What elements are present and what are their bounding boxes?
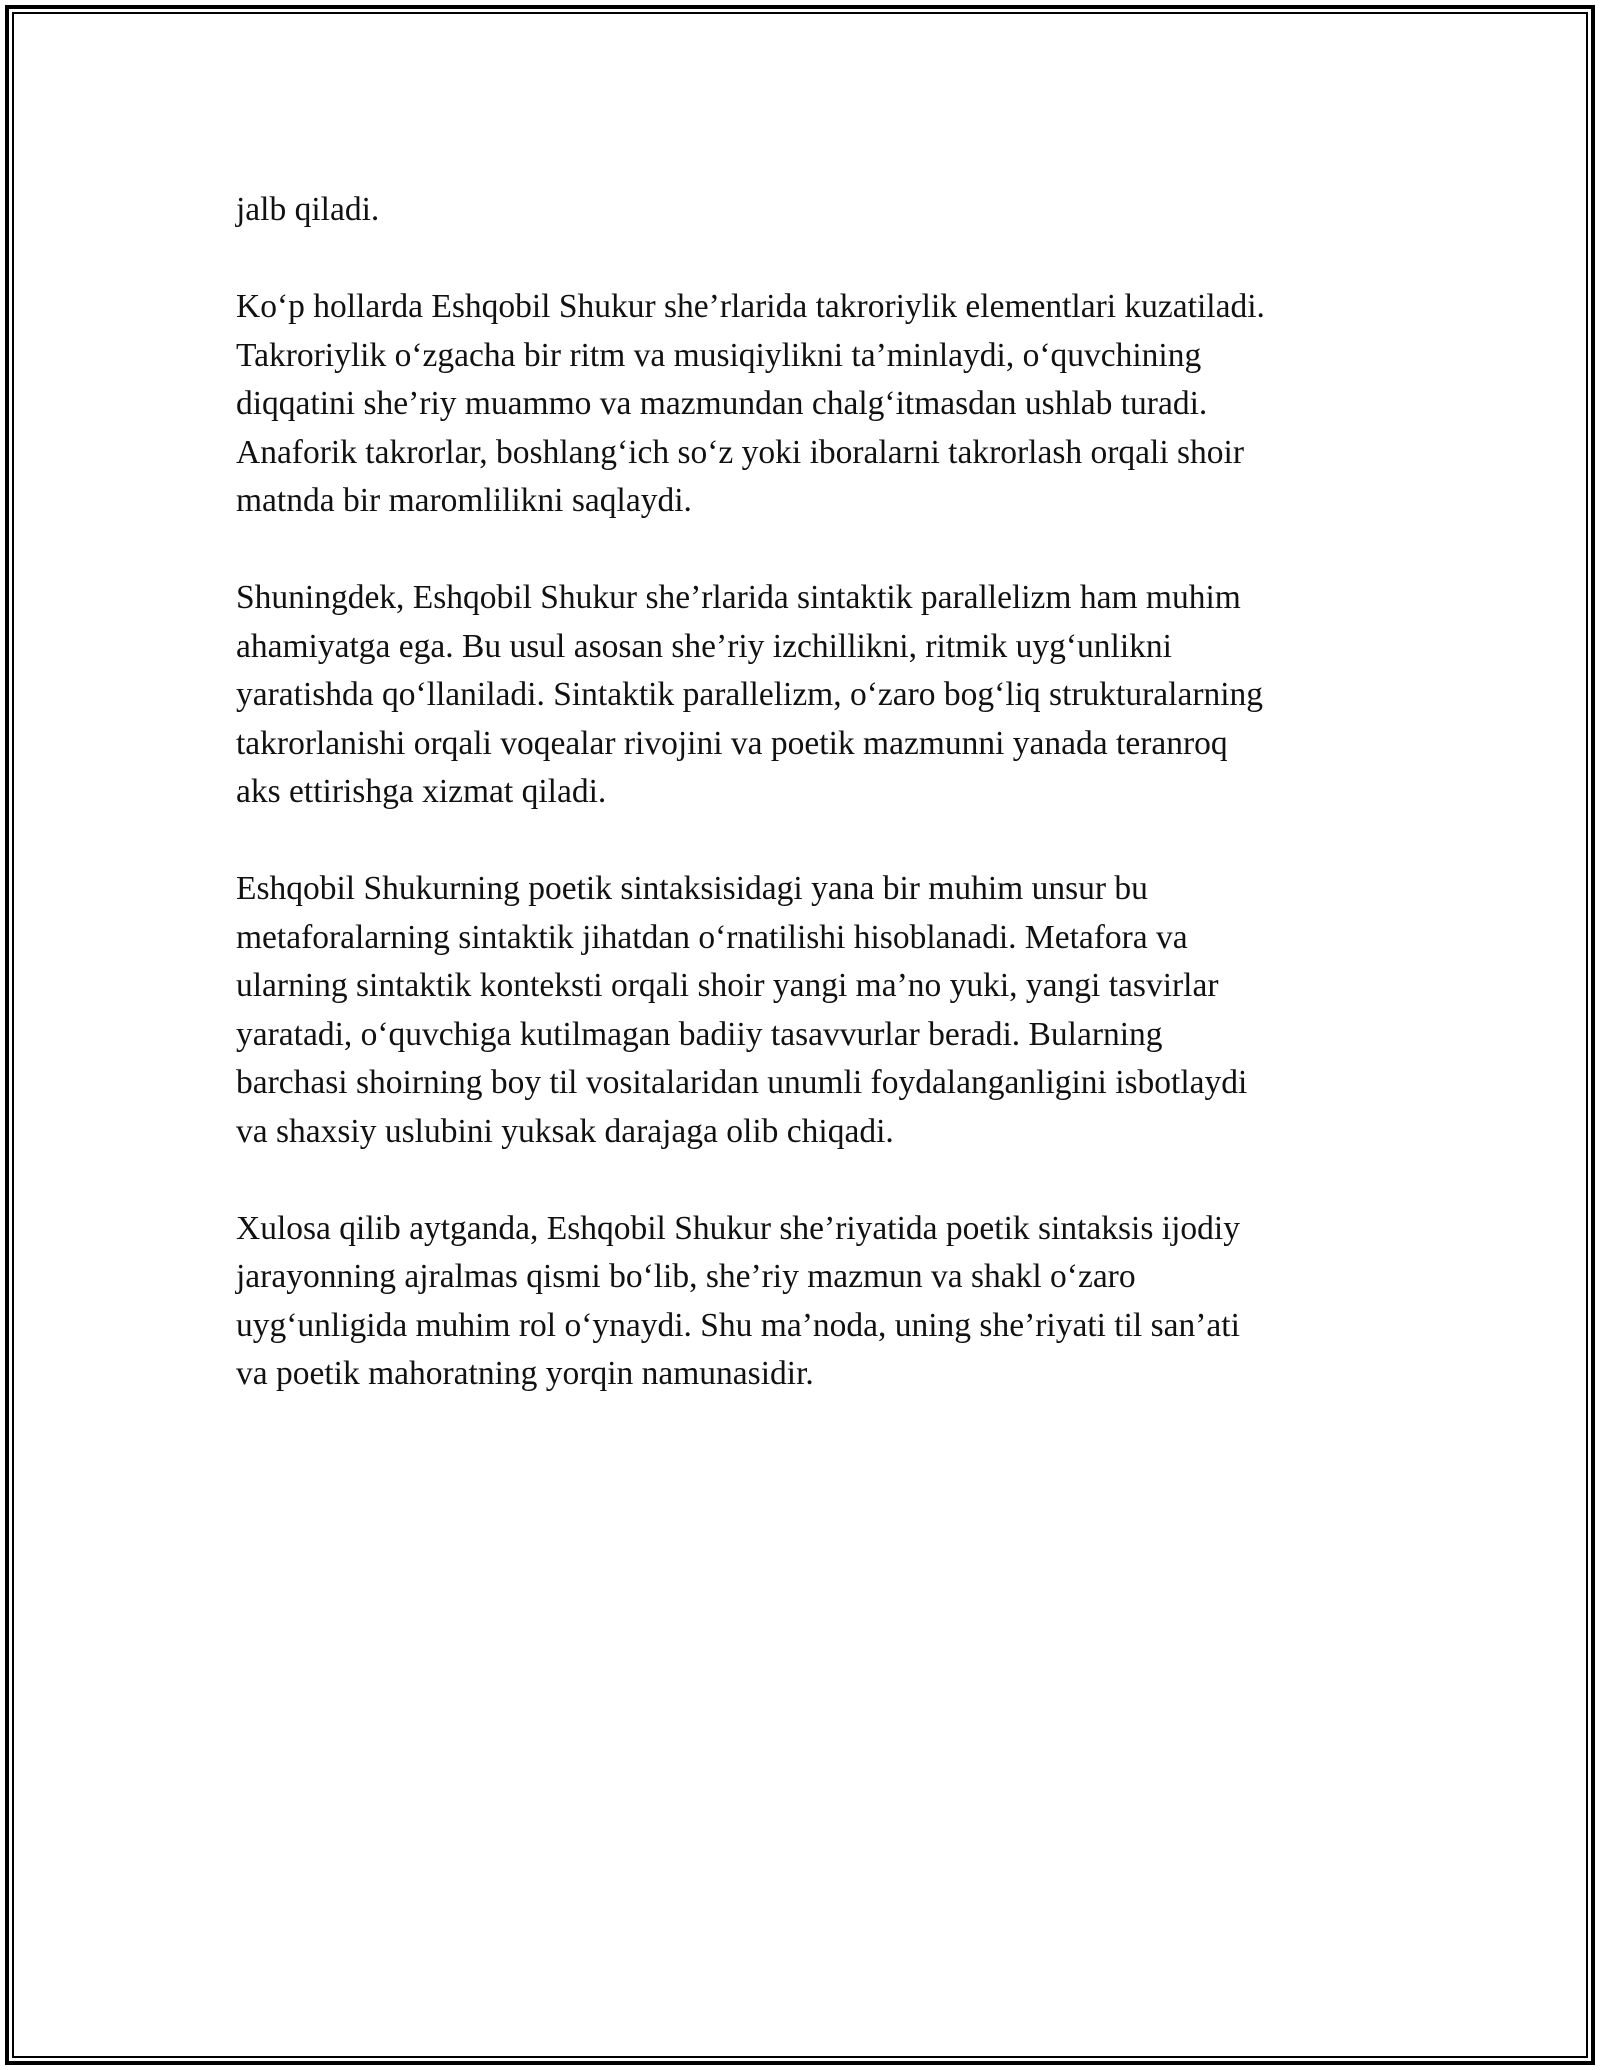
- document-body: [236, 186, 1386, 1447]
- text-line: ahamiyatga ega. Bu usul asosan she’riy izchillikni, ritmik uyg‘unlikni: [236, 627, 1172, 665]
- text-line: jarayonning ajralmas qismi bo‘lib, she’riy mazmun va shakl o‘zaro: [236, 1258, 1136, 1295]
- text-line: jalb qiladi.: [236, 191, 380, 228]
- text-line: va shaxsiy uslubini yuksak darajaga olib chiqadi.: [236, 1112, 894, 1150]
- text-line: Takroriylik o‘zgacha bir ritm va musiqiylikni ta’minlaydi, o‘quvchining: [236, 336, 1202, 374]
- paragraph: [236, 865, 1386, 1156]
- text-line: takrorlanishi orqali voqealar rivojini va poetik mazmunni yanada teranroq: [236, 724, 1228, 762]
- text-line: Eshqobil Shukurning poetik sintaksisidagi yana bir muhim unsur bu: [236, 870, 1148, 907]
- paragraph: [236, 574, 1386, 817]
- text-line: ularning sintaktik konteksti orqali shoir yangi ma’no yuki, yangi tasvirlar: [236, 967, 1219, 1004]
- text-line: yaratishda qo‘llaniladi. Sintaktik parallelizm, o‘zaro bog‘liq strukturalarning: [236, 676, 1264, 713]
- text-line: barchasi shoirning boy til vositalaridan unumli foydalanganligini isbotlaydi: [236, 1064, 1248, 1101]
- text-line: Ko‘p hollarda Eshqobil Shukur she’rlarida takroriylik elementlari kuzatiladi.: [236, 288, 1265, 325]
- text-line: matnda bir maromlilikni saqlaydi.: [236, 482, 692, 519]
- text-line: uyg‘unligida muhim rol o‘ynaydi. Shu ma’noda, uning she’riyati til san’ati: [236, 1306, 1240, 1344]
- paragraph: [236, 283, 1386, 526]
- text-line: Shuningdek, Eshqobil Shukur she’rlarida sintaktik parallelizm ham muhim: [236, 579, 1241, 616]
- text-line: yaratadi, o‘quvchiga kutilmagan badiiy tasavvurlar beradi. Bularning: [236, 1015, 1163, 1053]
- text-line: metaforalarning sintaktik jihatdan o‘rnatilishi hisoblanadi. Metafora va: [236, 918, 1188, 956]
- paragraph: [236, 1205, 1386, 1399]
- paragraph: [236, 186, 1386, 235]
- text-line: diqqatini she’riy muammo va mazmundan chalg‘itmasdan ushlab turadi.: [236, 385, 1208, 422]
- text-line: Anaforik takrorlar, boshlang‘ich so‘z yoki iboralarni takrorlash orqali shoir: [236, 433, 1245, 471]
- text-line: va poetik mahoratning yorqin namunasidir.: [236, 1355, 814, 1392]
- text-line: aks ettirishga xizmat qiladi.: [236, 773, 607, 810]
- text-line: Xulosa qilib aytganda, Eshqobil Shukur she’riyatida poetik sintaksis ijodiy: [236, 1209, 1240, 1247]
